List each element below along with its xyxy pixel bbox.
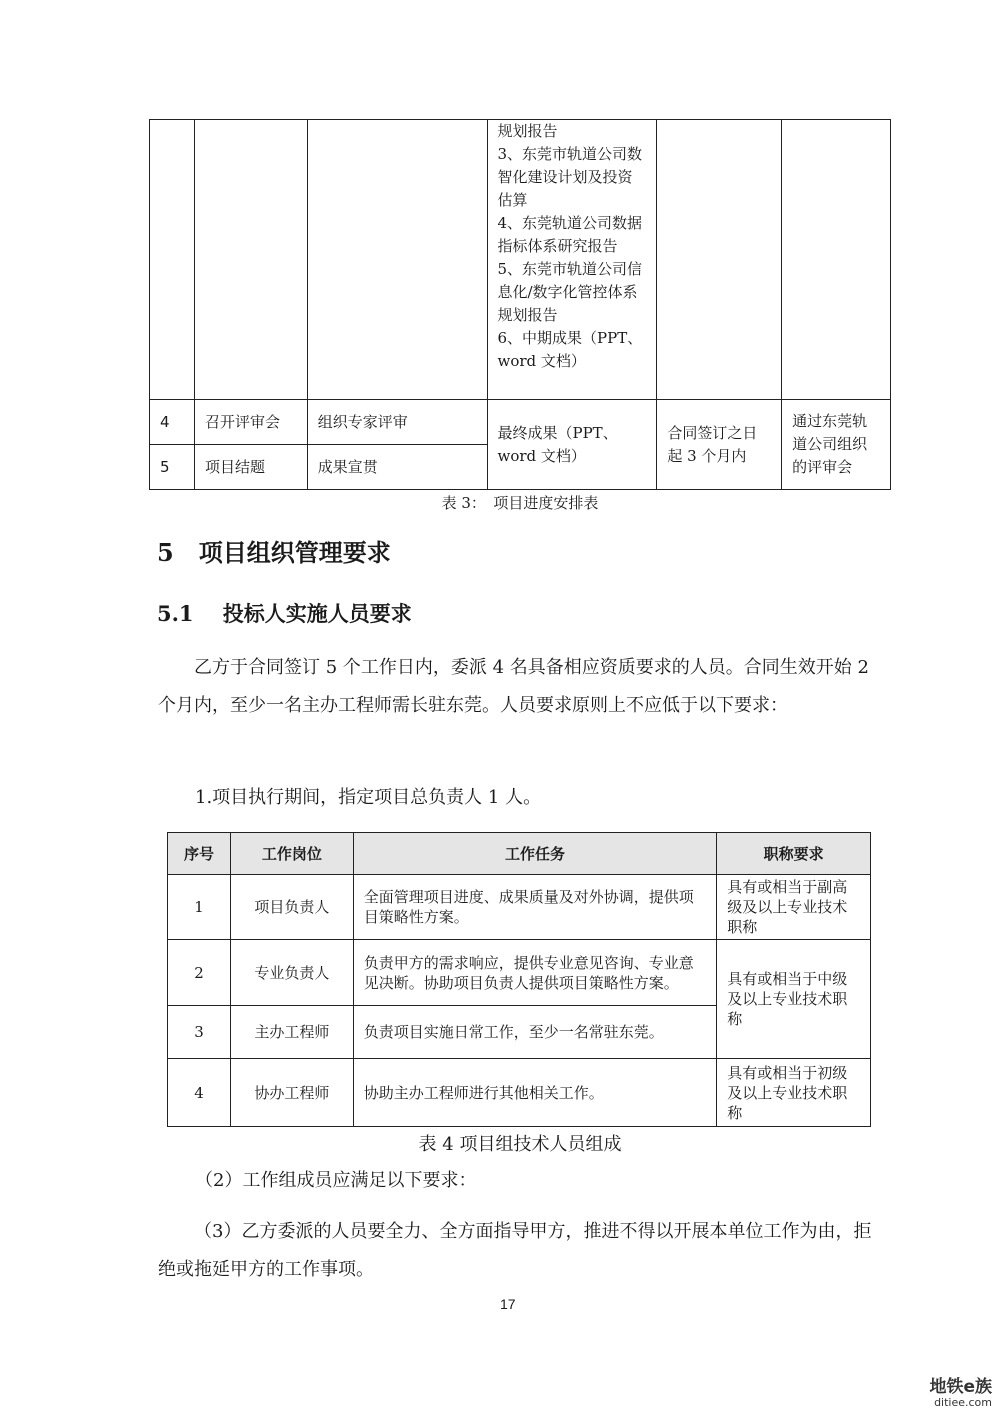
task-cell: 负责甲方的需求响应，提供专业意见咨询、专业意见决断。协助项目负责人提供项目策略性方案。: [353, 940, 716, 1006]
deliverable-line: 3、东莞市轨道公司数智化建设计划及投资估算: [497, 145, 643, 209]
task-cell: 协助主办工程师进行其他相关工作。: [353, 1059, 716, 1127]
watermark-text: 地铁e族: [929, 1377, 992, 1397]
staff-table: [167, 832, 871, 1127]
page-number: 17: [500, 1296, 516, 1312]
schedule-table: [149, 119, 891, 490]
list-item: 1.项目执行期间，指定项目总负责人 1 人。: [195, 787, 542, 808]
stage-cell: 项目结题: [194, 445, 307, 490]
table3-caption: 表 3： 项目进度安排表: [441, 494, 599, 512]
time-cell: 合同签订之日起 3 个月内: [657, 400, 782, 490]
table4-caption: 表 4 项目组技术人员组成: [418, 1134, 622, 1155]
column-header: 工作任务: [353, 833, 716, 875]
section-number: 5.1: [157, 601, 194, 626]
column-header: 序号: [168, 833, 231, 875]
stage-cell: 召开评审会: [194, 400, 307, 445]
post-cell: 项目负责人: [230, 875, 353, 940]
table-row: [168, 940, 871, 1006]
section-title: 投标人实施人员要求: [222, 601, 412, 626]
list-item: （2）工作组成员应满足以下要求：: [195, 1170, 477, 1191]
watermark: [929, 1378, 992, 1409]
row-number: 3: [168, 1006, 231, 1059]
post-cell: 主办工程师: [230, 1006, 353, 1059]
row-number: 5: [150, 445, 195, 490]
content-cell: 组织专家评审: [307, 400, 487, 445]
requirement-paragraph: 乙方于合同签订 5 个工作日内，委派 4 名具备相应资质要求的人员。合同生效开始 2 个月内，至少一名主办工程师需长驻东莞。人员要求原则上不应低于以下要求：: [158, 657, 869, 716]
table-row: [150, 120, 891, 400]
row-number: 1: [168, 875, 231, 940]
task-cell: 负责项目实施日常工作，至少一名常驻东莞。: [353, 1006, 716, 1059]
post-cell: 专业负责人: [230, 940, 353, 1006]
content-cell: 成果宣贯: [307, 445, 487, 490]
section-5-1-heading: [157, 598, 412, 628]
deliverable-line: 4、东莞轨道公司数据指标体系研究报告: [497, 214, 643, 255]
section-5-heading: [157, 533, 391, 568]
title-cell: 具有或相当于初级及以上专业技术职称: [717, 1059, 871, 1127]
title-cell: 具有或相当于副高级及以上专业技术职称: [717, 875, 871, 940]
table-cell: [657, 120, 782, 400]
table-cell: [194, 120, 307, 400]
table-row: [168, 1059, 871, 1127]
watermark-url: ditiee.com: [934, 1396, 992, 1409]
deliverable-line: 6、中期成果（PPT、word 文档）: [497, 329, 643, 370]
table-row: [168, 875, 871, 940]
table-row: [150, 400, 891, 445]
deliverable-cell: 最终成果（PPT、word 文档）: [487, 400, 657, 490]
column-header: 职称要求: [717, 833, 871, 875]
post-cell: 协办工程师: [230, 1059, 353, 1127]
row-number: 4: [150, 400, 195, 445]
table-header-row: [168, 833, 871, 875]
deliverable-line: 规划报告: [497, 122, 558, 140]
deliverables-cell: [487, 120, 657, 400]
title-cell: 具有或相当于中级及以上专业技术职称: [717, 940, 871, 1059]
column-header: 工作岗位: [230, 833, 353, 875]
section-number: 5: [157, 538, 174, 567]
section-title: 项目组织管理要求: [198, 538, 391, 567]
task-cell: 全面管理项目进度、成果质量及对外协调，提供项目策略性方案。: [353, 875, 716, 940]
check-cell: 通过东莞轨道公司组织的评审会: [782, 400, 891, 490]
list-item: （3）乙方委派的人员要全力、全方面指导甲方，推进不得以开展本单位工作为由，拒绝或拖延甲方的工作事项。: [158, 1221, 872, 1280]
deliverable-line: 5、东莞市轨道公司信息化/数字化管控体系规划报告: [497, 260, 643, 324]
table-cell: [782, 120, 891, 400]
table-cell: [150, 120, 195, 400]
table-cell: [307, 120, 487, 400]
row-number: 4: [168, 1059, 231, 1127]
row-number: 2: [168, 940, 231, 1006]
